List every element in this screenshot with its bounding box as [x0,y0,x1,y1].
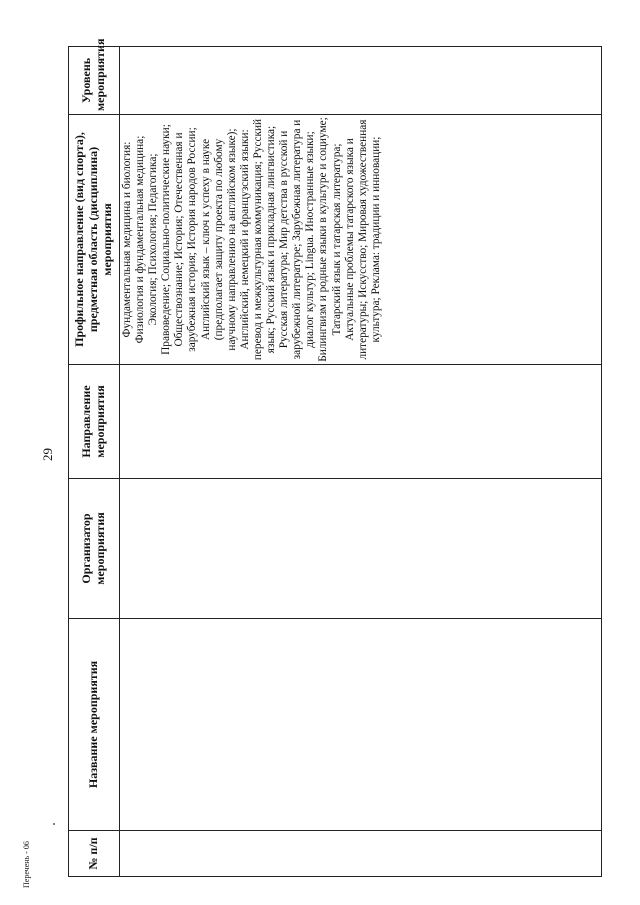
footer-note: Перечень - 06 [22,841,31,888]
cell-organizer [120,479,602,619]
rotated-table-wrapper [68,38,602,877]
events-table [68,38,602,877]
cell-direction [120,365,602,479]
scan-speck [53,823,55,825]
cell-num [120,831,602,877]
header-profile: Профильное направление (вид спорта), предметная область (дисциплина) мероприятия [69,115,120,365]
page-number: 29 [40,448,55,461]
header-event-name: Название мероприятия [69,619,120,831]
table-row [120,47,602,877]
cell-event-name [120,619,602,831]
header-organizer: Организатор мероприятия [69,479,120,619]
header-level: Уровень мероприятия [69,47,120,115]
table-header-row [69,47,120,877]
header-direction: Направление мероприятия [69,365,120,479]
cell-profile: Фундаментальная медицина и биология: Физиология и фундаментальная медицина; Экология; Психология; Педагогика; Правоведение; Социально-политические науки; Обществознание; История; Отечественная и зарубежная история; История народов России; Английский язык – ключ к успеху в науке (предполагает защиту проекта по любому научному направлению на английском языке); Английский, немецкий и французский языки: перевод и межкультурная коммуникация; Русский язык; Русский язык и прикладная лингвистика; Русская литература; Мир детства в русской и зарубежной литературе; Зарубежная литература и диалог культур; Lingua. Иностранные языки; Билингвизм и родные языки в культуре и социуме; Татарский язык и татарская литература; Актуальные проблемы татарского языка и литературы; Искусство; Мировая художественная культура; Реклама: традиции и инновации; [120,115,602,365]
cell-level [120,47,602,115]
header-num: № п/п [69,831,120,877]
